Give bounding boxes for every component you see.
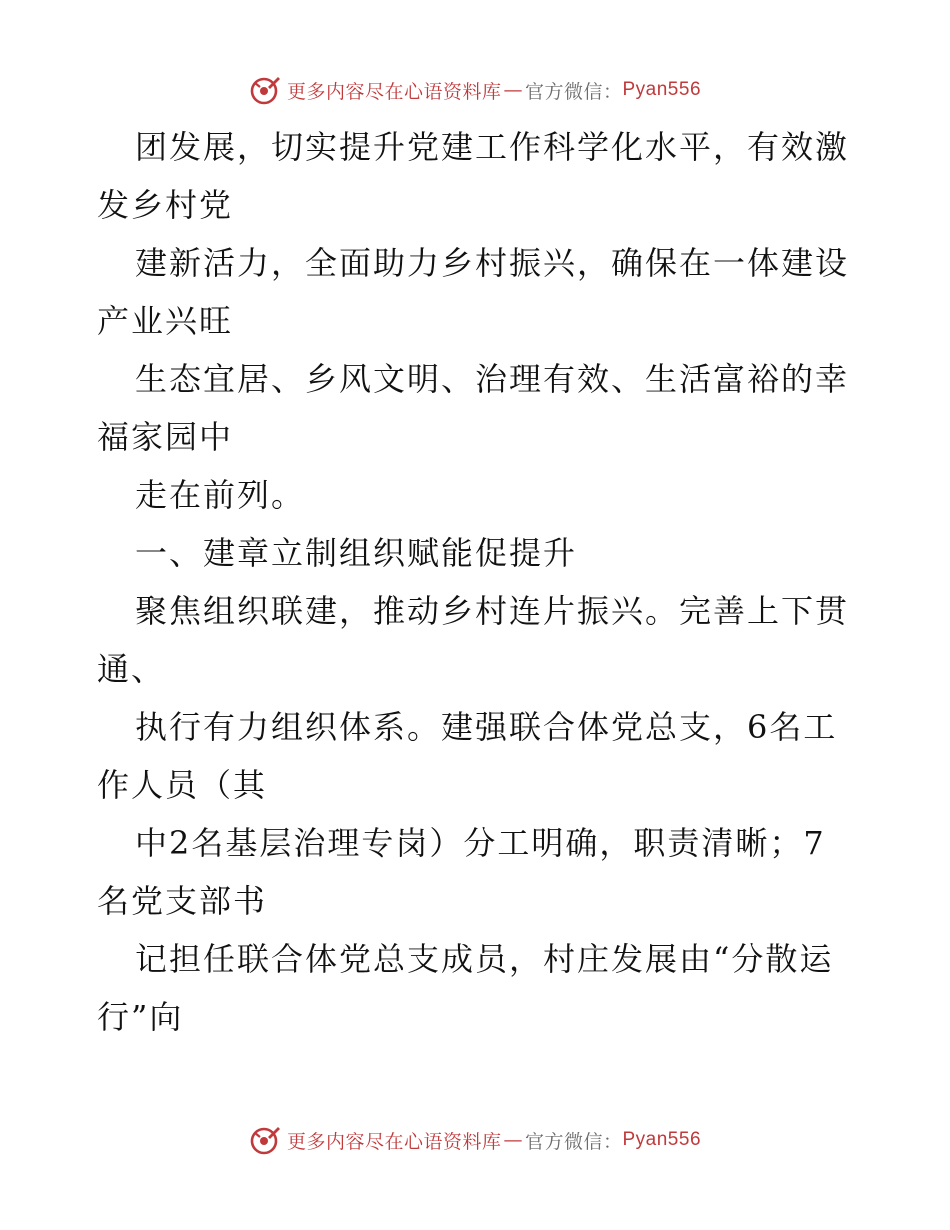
document-body [97,118,857,1046]
paragraph: 记担任联合体党总支成员，村庄发展由“分散运行”向 [97,940,834,1036]
watermark-separator: — [503,1129,523,1151]
footer-watermark [0,1120,950,1160]
paragraph: 建新活力，全面助力乡村振兴，确保在一体建设产业兴旺 [97,244,850,340]
header-watermark [0,70,950,110]
watermark-separator: — [503,79,523,101]
watermark-id: Pyan556 [622,79,702,100]
watermark-main-text: 更多内容尽在心语资料库 [286,80,502,103]
section-heading: 一、建章立制组织赋能促提升 [135,534,578,572]
watermark-id: Pyan556 [622,1129,702,1150]
paragraph: 中2名基层治理专岗）分工明确，职责清晰；7名党支部书 [97,824,826,920]
paragraph: 团发展，切实提升党建工作科学化水平，有效激发乡村党 [97,128,850,224]
watermark-main-text: 更多内容尽在心语资料库 [286,1130,502,1153]
watermark-label: 官方微信： [524,80,623,103]
pen-nib-circle-icon [249,1124,281,1156]
paragraph: 走在前列。 [135,476,306,514]
paragraph: 执行有力组织体系。建强联合体党总支，6名工作人员（其 [97,708,838,804]
paragraph: 生态宜居、乡风文明、治理有效、生活富裕的幸福家园中 [97,360,850,456]
watermark-label: 官方微信： [524,1130,623,1153]
paragraph: 聚焦组织联建，推动乡村连片振兴。完善上下贯通、 [97,592,850,688]
pen-nib-circle-icon [249,74,281,106]
